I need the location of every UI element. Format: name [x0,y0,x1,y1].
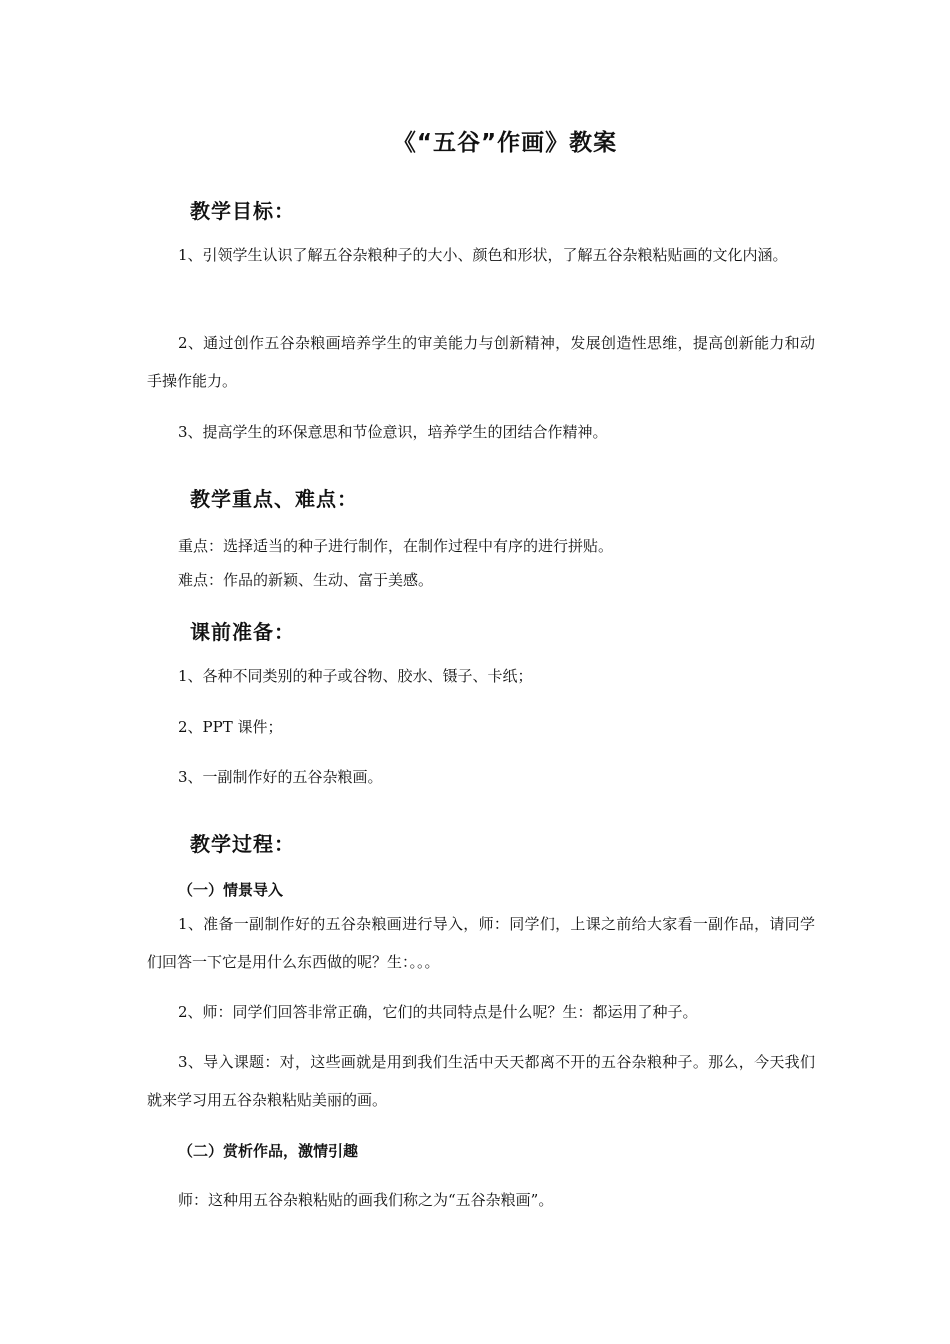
process-section-1-item-1: 1、准备一副制作好的五谷杂粮画进行导入，师：同学们，上课之前给大家看一副作品，请同学们回答一下它是用什么东西做的呢？生：。。。 [147,915,815,971]
objective-item-1: 1、引领学生认识了解五谷杂粮种子的大小、颜色和形状，了解五谷杂粮粘贴画的文化内涵。 [178,246,788,264]
process-section-1-item-2: 2、师：同学们回答非常正确，它们的共同特点是什么呢？生：都运用了种子。 [178,1003,698,1021]
process-heading: 教学过程： [190,832,295,856]
document-title: 《“五谷”作画》教案 [392,130,618,156]
process-section-1-heading: （一）情景导入 [178,881,284,899]
process-section-2-heading: （二）赏析作品，激情引趣 [178,1142,359,1160]
preparation-heading: 课前准备： [190,620,295,644]
key-point-focus: 重点：选择适当的种子进行制作，在制作过程中有序的进行拼贴。 [178,537,614,555]
objective-item-2: 2、通过创作五谷杂粮画培养学生的审美能力与创新精神，发展创造性思维，提高创新能力和动手操作能力。 [147,334,815,390]
process-section-1-item-3: 3、导入课题：对，这些画就是用到我们生活中天天都离不开的五谷杂粮种子。那么，今天我们就来学习用五谷杂粮粘贴美丽的画。 [147,1053,815,1109]
preparation-item-1: 1、各种不同类别的种子或谷物、胶水、镊子、卡纸； [178,667,533,685]
preparation-item-3: 3、一副制作好的五谷杂粮画。 [178,768,383,786]
objectives-heading: 教学目标： [190,199,295,223]
key-point-difficulty: 难点：作品的新颖、生动、富于美感。 [178,571,434,589]
process-section-2-item-1: 师：这种用五谷杂粮粘贴的画我们称之为“五谷杂粮画”。 [178,1191,554,1209]
objective-item-3: 3、提高学生的环保意思和节俭意识，培养学生的团结合作精神。 [178,423,608,441]
preparation-item-2: 2、PPT 课件； [178,718,283,736]
key-points-heading: 教学重点、难点： [190,487,358,511]
